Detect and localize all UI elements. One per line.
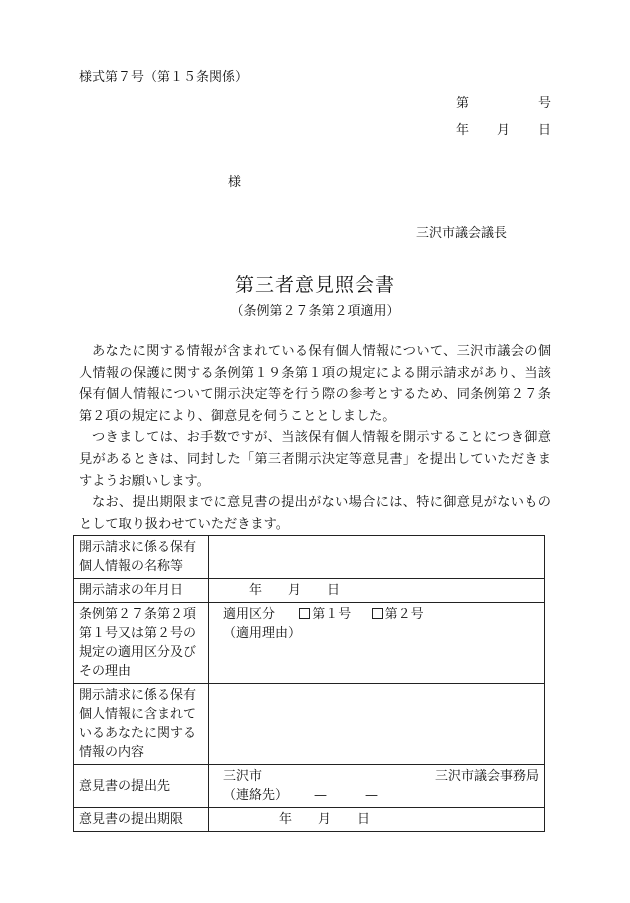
contact-dash-2: — (365, 788, 379, 803)
paragraph-2: つきましては、お手数ですが、当該保有個人情報を開示することにつき御意見があるときは、同封した「第三者開示決定等意見書」を提出していただきますようお願いします。 (79, 430, 551, 489)
request-day: 日 (327, 583, 341, 598)
category-label: 適用区分 (223, 607, 276, 622)
option1-checkbox[interactable] (299, 608, 310, 619)
row-label-info-content: 開示請求に係る保有個人情報に含まれているあなたに関する情報の内容 (74, 684, 209, 765)
contact-label: （連絡先） (223, 788, 289, 803)
deadline-day: 日 (357, 812, 371, 827)
row-label-category: 条例第２７条第２項第１号又は第２号の規定の適用区分及びその理由 (74, 603, 209, 684)
date-month: 月 (497, 123, 511, 138)
table-row (74, 603, 545, 684)
request-month: 月 (288, 583, 302, 598)
option1-label: 第１号 (312, 607, 352, 622)
row-value-info-name[interactable] (209, 536, 545, 579)
row-label-deadline: 意見書の提出期限 (74, 808, 209, 832)
document-subtitle: （条例第２７条第２項適用） (230, 304, 400, 319)
paragraph-1: あなたに関する情報が含まれている保有個人情報について、三沢市議会の個人情報の保護に関する条例第１９条第１項の規定による開示請求があり、当該保有個人情報について開示決定等を行う際の参考とするため、同条例第２７条第２項の規定により、御意見を伺うこととしました。 (79, 344, 551, 424)
sender-name: 三沢市議会議長 (416, 226, 508, 241)
number-suffix: 号 (537, 96, 551, 111)
addressee-suffix: 様 (228, 175, 242, 190)
document-number-line (456, 92, 551, 111)
destination-city: 三沢市 (223, 769, 263, 784)
deadline-year: 年 (279, 812, 293, 827)
reason-label: （適用理由） (223, 626, 302, 641)
body-text (79, 341, 551, 535)
row-value-info-content[interactable] (209, 684, 545, 765)
table-row (74, 684, 545, 765)
row-value-submission-destination (209, 765, 545, 808)
document-title: 第三者意見照会書 (234, 274, 395, 296)
paragraph-3: なお、提出期限までに意見書の提出がない場合には、特に御意見がないものとして取り扱わせていただきます。 (79, 495, 551, 532)
table-row (74, 536, 545, 579)
row-label-request-date: 開示請求の年月日 (74, 579, 209, 603)
option2-checkbox[interactable] (372, 608, 383, 619)
info-table (73, 535, 545, 832)
deadline-month: 月 (318, 812, 332, 827)
request-year: 年 (249, 583, 263, 598)
row-value-request-date[interactable] (209, 579, 545, 603)
option2-label: 第２号 (384, 607, 424, 622)
table-row (74, 765, 545, 808)
table-row (74, 579, 545, 603)
date-day: 日 (537, 123, 551, 138)
number-prefix: 第 (456, 96, 470, 111)
row-label-info-name: 開示請求に係る保有個人情報の名称等 (74, 536, 209, 579)
contact-dash-1: — (314, 788, 328, 803)
row-label-submission-destination: 意見書の提出先 (74, 765, 209, 808)
form-number-label: 様式第７号（第１５条関係） (79, 70, 249, 85)
row-value-category (209, 603, 545, 684)
table-row (74, 808, 545, 832)
category-options (223, 605, 539, 624)
destination-office: 三沢市議会事務局 (434, 769, 539, 784)
row-value-deadline[interactable] (209, 808, 545, 832)
date-year: 年 (456, 123, 470, 138)
